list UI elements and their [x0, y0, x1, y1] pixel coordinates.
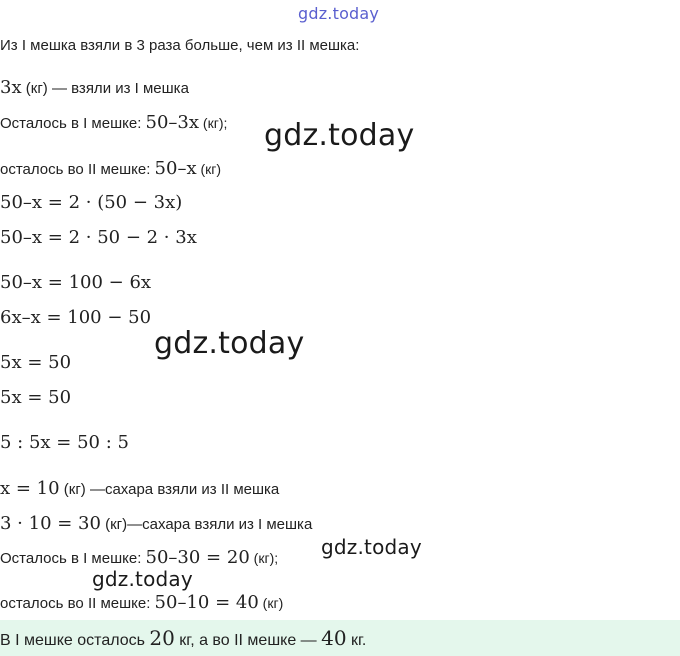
math-expression: 3x: [0, 77, 22, 98]
text: осталось во II мешке:: [0, 161, 155, 178]
solution-line: [0, 113, 227, 134]
text: (кг) — взяли из I мешка: [21, 80, 189, 97]
watermark: gdz.today: [154, 326, 305, 361]
watermark: gdz.today: [264, 118, 415, 153]
solution-line: [0, 514, 312, 535]
text: осталось во II мешке:: [0, 595, 155, 612]
unit: (кг): [196, 161, 222, 177]
math-expression: x = 10: [0, 478, 60, 499]
math-expression: 50–3x: [145, 112, 200, 133]
text: Осталось в I мешке:: [0, 550, 146, 567]
math-expression: 50–x: [154, 158, 197, 179]
text: В I мешке осталось: [0, 632, 150, 649]
equation: 5x = 50: [0, 352, 72, 373]
text: кг, а во II мешке —: [174, 632, 322, 649]
text: (кг)—сахара взяли из I мешка: [100, 516, 313, 533]
unit: (кг): [258, 595, 284, 611]
solution-line: [0, 479, 279, 500]
text: кг.: [346, 632, 367, 649]
solution-line: [0, 78, 189, 99]
unit: (кг);: [249, 550, 279, 566]
math-expression: 50–30 = 20: [145, 547, 250, 568]
solution-line: [0, 593, 283, 614]
problem-statement: Из I мешка взяли в 3 раза больше, чем из II мешка:: [0, 37, 360, 54]
equation: 6x–x = 100 − 50: [0, 307, 152, 328]
solution-line: [0, 548, 278, 569]
answer-line: [0, 628, 366, 651]
equation: 50–x = 2 · (50 − 3x): [0, 192, 183, 213]
solution-line: [0, 159, 221, 180]
answer-box: [0, 620, 680, 656]
watermark: gdz.today: [298, 4, 380, 23]
math-expression: 40: [321, 626, 347, 650]
unit: (кг);: [199, 115, 228, 131]
equation: 50–x = 2 · 50 − 2 · 3x: [0, 227, 197, 248]
math-expression: 50–10 = 40: [154, 592, 259, 613]
equation: 5 : 5x = 50 : 5: [0, 432, 129, 453]
watermark: gdz.today: [321, 535, 422, 559]
equation: 50–x = 100 − 6x: [0, 272, 152, 293]
watermark: gdz.today: [92, 567, 193, 591]
equation: 5x = 50: [0, 387, 72, 408]
math-expression: 3 · 10 = 30: [0, 513, 101, 534]
math-expression: 20: [149, 626, 175, 650]
text: (кг) —сахара взяли из II мешка: [59, 481, 280, 498]
text: Осталось в I мешке:: [0, 115, 146, 132]
